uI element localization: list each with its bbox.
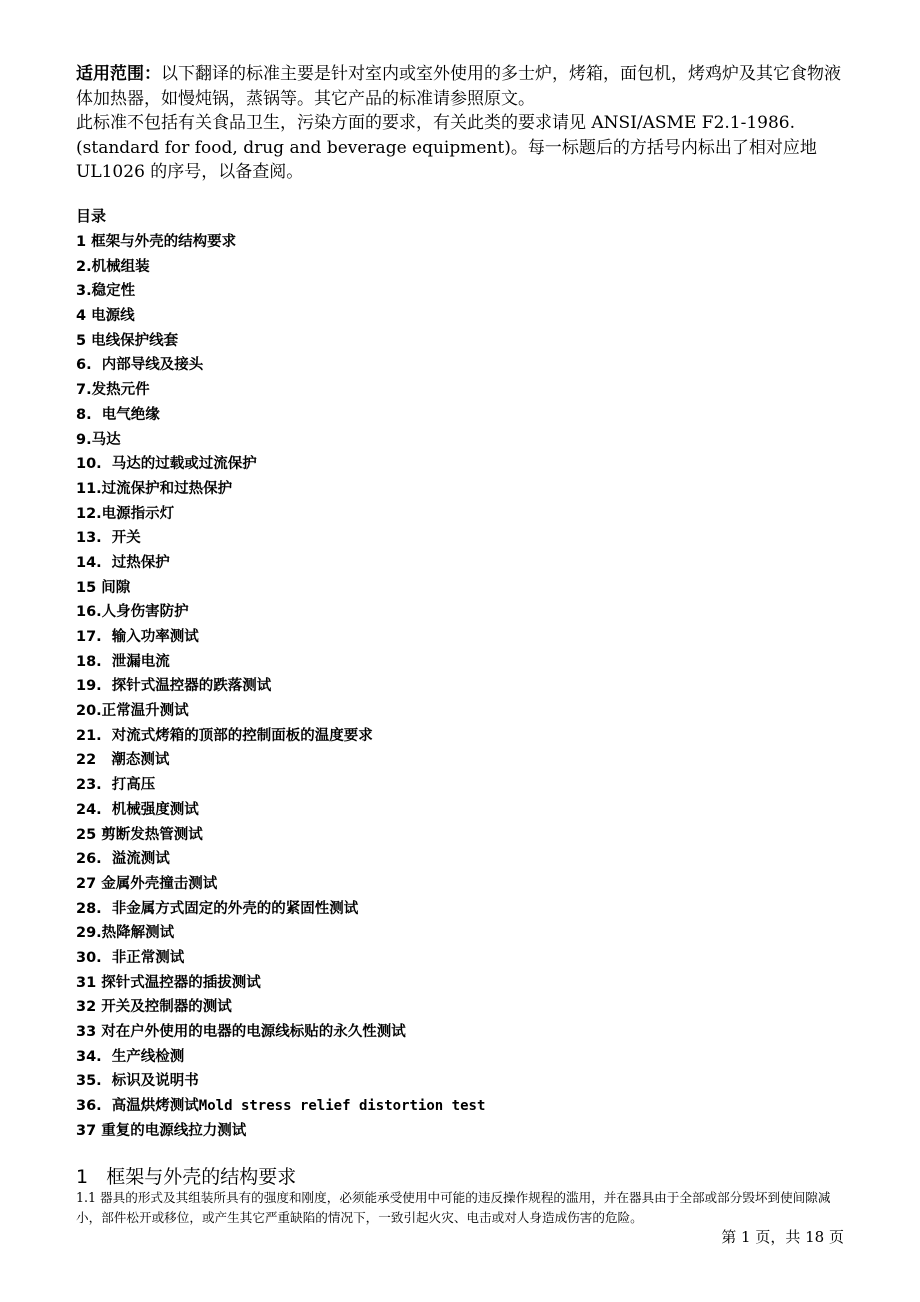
- toc-item: 19. 探针式温控器的跌落测试: [76, 678, 272, 695]
- toc-item: 35. 标识及说明书: [76, 1073, 199, 1090]
- toc-item: 33 对在户外使用的电器的电源线标贴的永久性测试: [76, 1024, 406, 1040]
- scope-paragraph: [76, 62, 856, 111]
- toc-item: 1 框架与外壳的结构要求: [76, 234, 237, 250]
- toc-item: 11.过流保护和过热保护: [76, 480, 233, 497]
- section-heading: 1 框架与外壳的结构要求: [76, 1166, 297, 1188]
- toc-item-english: Mold stress relief distortion test: [198, 1098, 486, 1115]
- toc-item: 25 剪断发热管测试: [76, 826, 203, 843]
- toc-item: 31 探针式温控器的插拔测试: [76, 974, 261, 991]
- toc-item: 6. 内部导线及接头: [76, 357, 204, 374]
- toc-item: 27 金属外壳撞击测试: [76, 875, 218, 892]
- toc-item: 13. 开关: [76, 530, 141, 547]
- toc-item-text: 36. 高温烘烤测试: [76, 1098, 199, 1115]
- toc-item: 12.电源指示灯: [76, 505, 175, 522]
- toc-item: 29.热降解测试: [76, 925, 175, 942]
- toc-item: 16.人身伤害防护: [76, 604, 189, 621]
- toc-item: 23. 打高压: [76, 777, 156, 794]
- toc-item: 32 开关及控制器的测试: [76, 999, 232, 1016]
- toc-title: 目录: [76, 207, 107, 225]
- section-paragraph: 1.1 器具的形式及其组装所具有的强度和刚度，必须能承受使用中可能的违反操作规程的滥用，并在器具由于全部或部分毁坏到使间隙减小，部件松开或移位，或产生其它严重缺陷的情况下，一致引起火灾、电击或对人身造成伤害的危险。: [76, 1190, 831, 1225]
- scope-label: 适用范围：: [76, 64, 161, 84]
- toc-item: 10. 马达的过载或过流保护: [76, 456, 257, 473]
- toc-item: 8. 电气绝缘: [76, 406, 160, 423]
- toc-item: 22 潮态测试: [76, 752, 170, 769]
- toc-item: 20.正常温升测试: [76, 703, 189, 720]
- toc-item: 14. 过热保护: [76, 554, 170, 571]
- intro-block: [76, 62, 856, 185]
- toc-item: 9.马达: [76, 431, 121, 448]
- toc-item: 24. 机械强度测试: [76, 801, 199, 818]
- toc-item: 5 电线保护线套: [76, 332, 179, 349]
- scope-text: 以下翻译的标准主要是针对室内或室外使用的多士炉，烤箱，面包机，烤鸡炉及其它食物液体加热器，如慢炖锅，蒸锅等。其它产品的标准请参照原文。: [76, 64, 841, 109]
- toc-item: 34. 生产线检测: [76, 1048, 185, 1065]
- toc-item: 26. 溢流测试: [76, 851, 170, 868]
- toc-item: 18. 泄漏电流: [76, 653, 170, 670]
- table-of-contents: [76, 230, 485, 1143]
- toc-item: 17. 输入功率测试: [76, 629, 199, 645]
- exclusion-paragraph: 此标准不包括有关食品卫生，污染方面的要求，有关此类的要求请见 ANSI/ASME F2.1-1986. (standard for food, drug and beverage equipment)。每一标题后的方括号内标出了相对应地 UL1026 的序号，以备查阅。: [76, 113, 817, 182]
- toc-item: 3.稳定性: [76, 283, 136, 300]
- toc-item: 4 电源线: [76, 308, 135, 325]
- toc-item: [76, 1094, 485, 1119]
- page-number: 第 1 页，共 18 页: [721, 1228, 844, 1246]
- toc-item: 37 重复的电源线拉力测试: [76, 1122, 247, 1139]
- toc-item: 21. 对流式烤箱的顶部的控制面板的温度要求: [76, 727, 373, 744]
- toc-item: 7.发热元件: [76, 382, 150, 399]
- toc-item: 30. 非正常测试: [76, 949, 185, 966]
- toc-item: 28. 非金属方式固定的外壳的的紧固性测试: [76, 900, 359, 917]
- toc-item: 15 间隙: [76, 579, 131, 596]
- toc-item: 2.机械组装: [76, 258, 150, 275]
